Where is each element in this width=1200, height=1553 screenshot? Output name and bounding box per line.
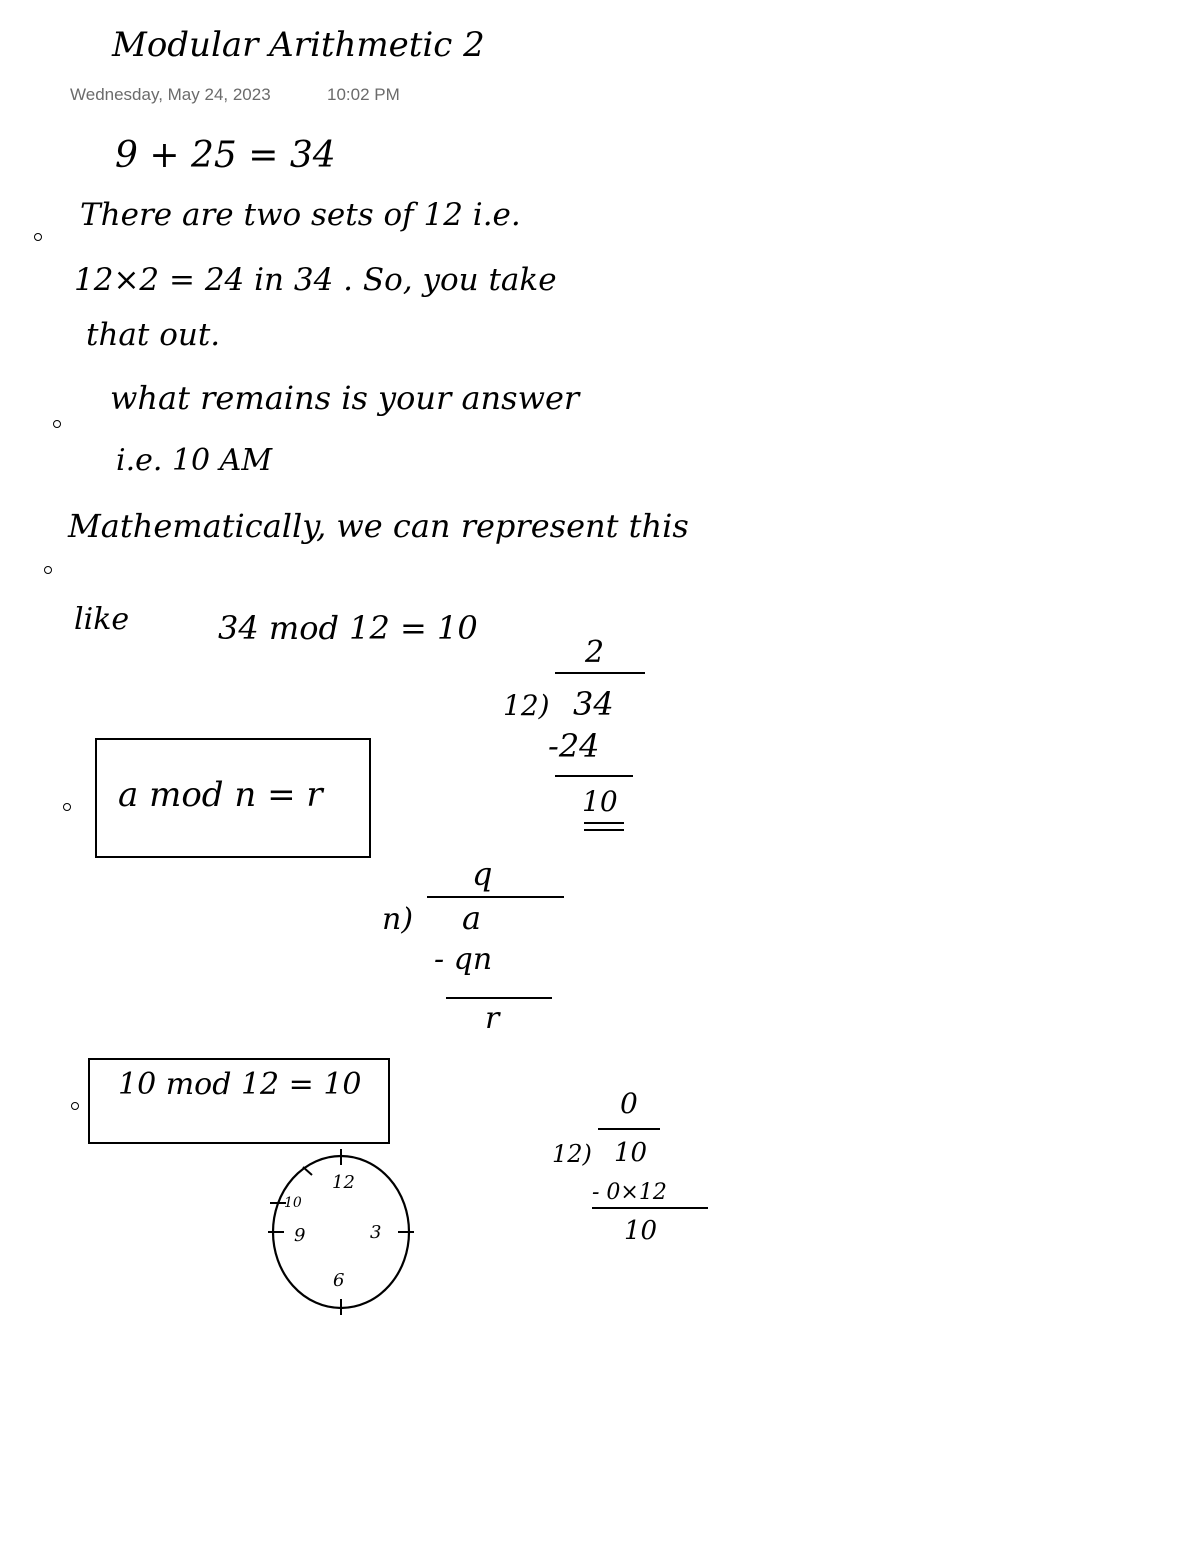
clock-label-10: 10 bbox=[284, 1195, 302, 1211]
div2-bar bbox=[598, 1128, 660, 1130]
div2-subtract-line bbox=[592, 1207, 708, 1209]
div1-dividend: 34 bbox=[573, 685, 614, 723]
bullet2-line1: what remains is your answer bbox=[110, 379, 580, 417]
bullet-dot bbox=[63, 803, 71, 811]
equation-34-mod-12: 34 mod 12 = 10 bbox=[218, 609, 478, 647]
div1-underline bbox=[584, 822, 624, 824]
divg-quotient: q bbox=[472, 855, 493, 893]
div2-dividend: 10 bbox=[614, 1138, 648, 1168]
page-date: Wednesday, May 24, 2023 bbox=[70, 85, 271, 104]
div2-quotient: 0 bbox=[620, 1087, 638, 1120]
divg-subtract-line bbox=[446, 997, 552, 999]
clock-label-6: 6 bbox=[333, 1270, 345, 1291]
bullet-dot bbox=[71, 1102, 79, 1110]
div2-subtract: - 0×12 bbox=[592, 1180, 667, 1205]
bullet2-line2: i.e. 10 AM bbox=[116, 443, 273, 478]
clock-tick-11 bbox=[303, 1167, 312, 1175]
divg-remainder: r bbox=[485, 1001, 500, 1036]
div1-subtract: -24 bbox=[548, 727, 600, 765]
divg-dividend: a bbox=[462, 899, 482, 937]
divg-bar bbox=[427, 896, 564, 898]
bullet1-line3: that out. bbox=[86, 317, 221, 353]
div2-divisor: 12) bbox=[552, 1140, 592, 1168]
clock-label-12: 12 bbox=[332, 1172, 355, 1193]
clock-label-3: 3 bbox=[370, 1222, 382, 1243]
bullet3-line1: Mathematically, we can represent this bbox=[68, 507, 689, 545]
example-text: 10 mod 12 = 10 bbox=[118, 1067, 362, 1102]
clock-diagram bbox=[258, 1145, 428, 1325]
page-title: Modular Arithmetic 2 bbox=[112, 25, 485, 65]
formula-text: a mod n = r bbox=[118, 775, 323, 815]
bullet1-line2: 12×2 = 24 in 34 . So, you take bbox=[74, 262, 557, 298]
div1-underline bbox=[584, 829, 624, 831]
div1-remainder: 10 bbox=[582, 785, 618, 818]
bullet-dot bbox=[44, 566, 52, 574]
bullet3-line2: like bbox=[74, 602, 130, 637]
sum-line: 9 + 25 = 34 bbox=[115, 135, 336, 176]
page-time: 10:02 PM bbox=[327, 85, 400, 104]
div1-quotient: 2 bbox=[585, 635, 605, 670]
div1-bar bbox=[555, 672, 645, 674]
divg-subtract: - qn bbox=[434, 942, 493, 977]
bullet-dot bbox=[34, 233, 42, 241]
clock-label-9: 9 bbox=[294, 1225, 306, 1246]
bullet1-line1: There are two sets of 12 i.e. bbox=[80, 197, 521, 233]
div1-subtract-line bbox=[555, 775, 633, 777]
bullet-dot bbox=[53, 420, 61, 428]
div1-divisor: 12) bbox=[503, 689, 550, 722]
div2-remainder: 10 bbox=[624, 1216, 658, 1246]
divg-divisor: n) bbox=[382, 902, 414, 937]
